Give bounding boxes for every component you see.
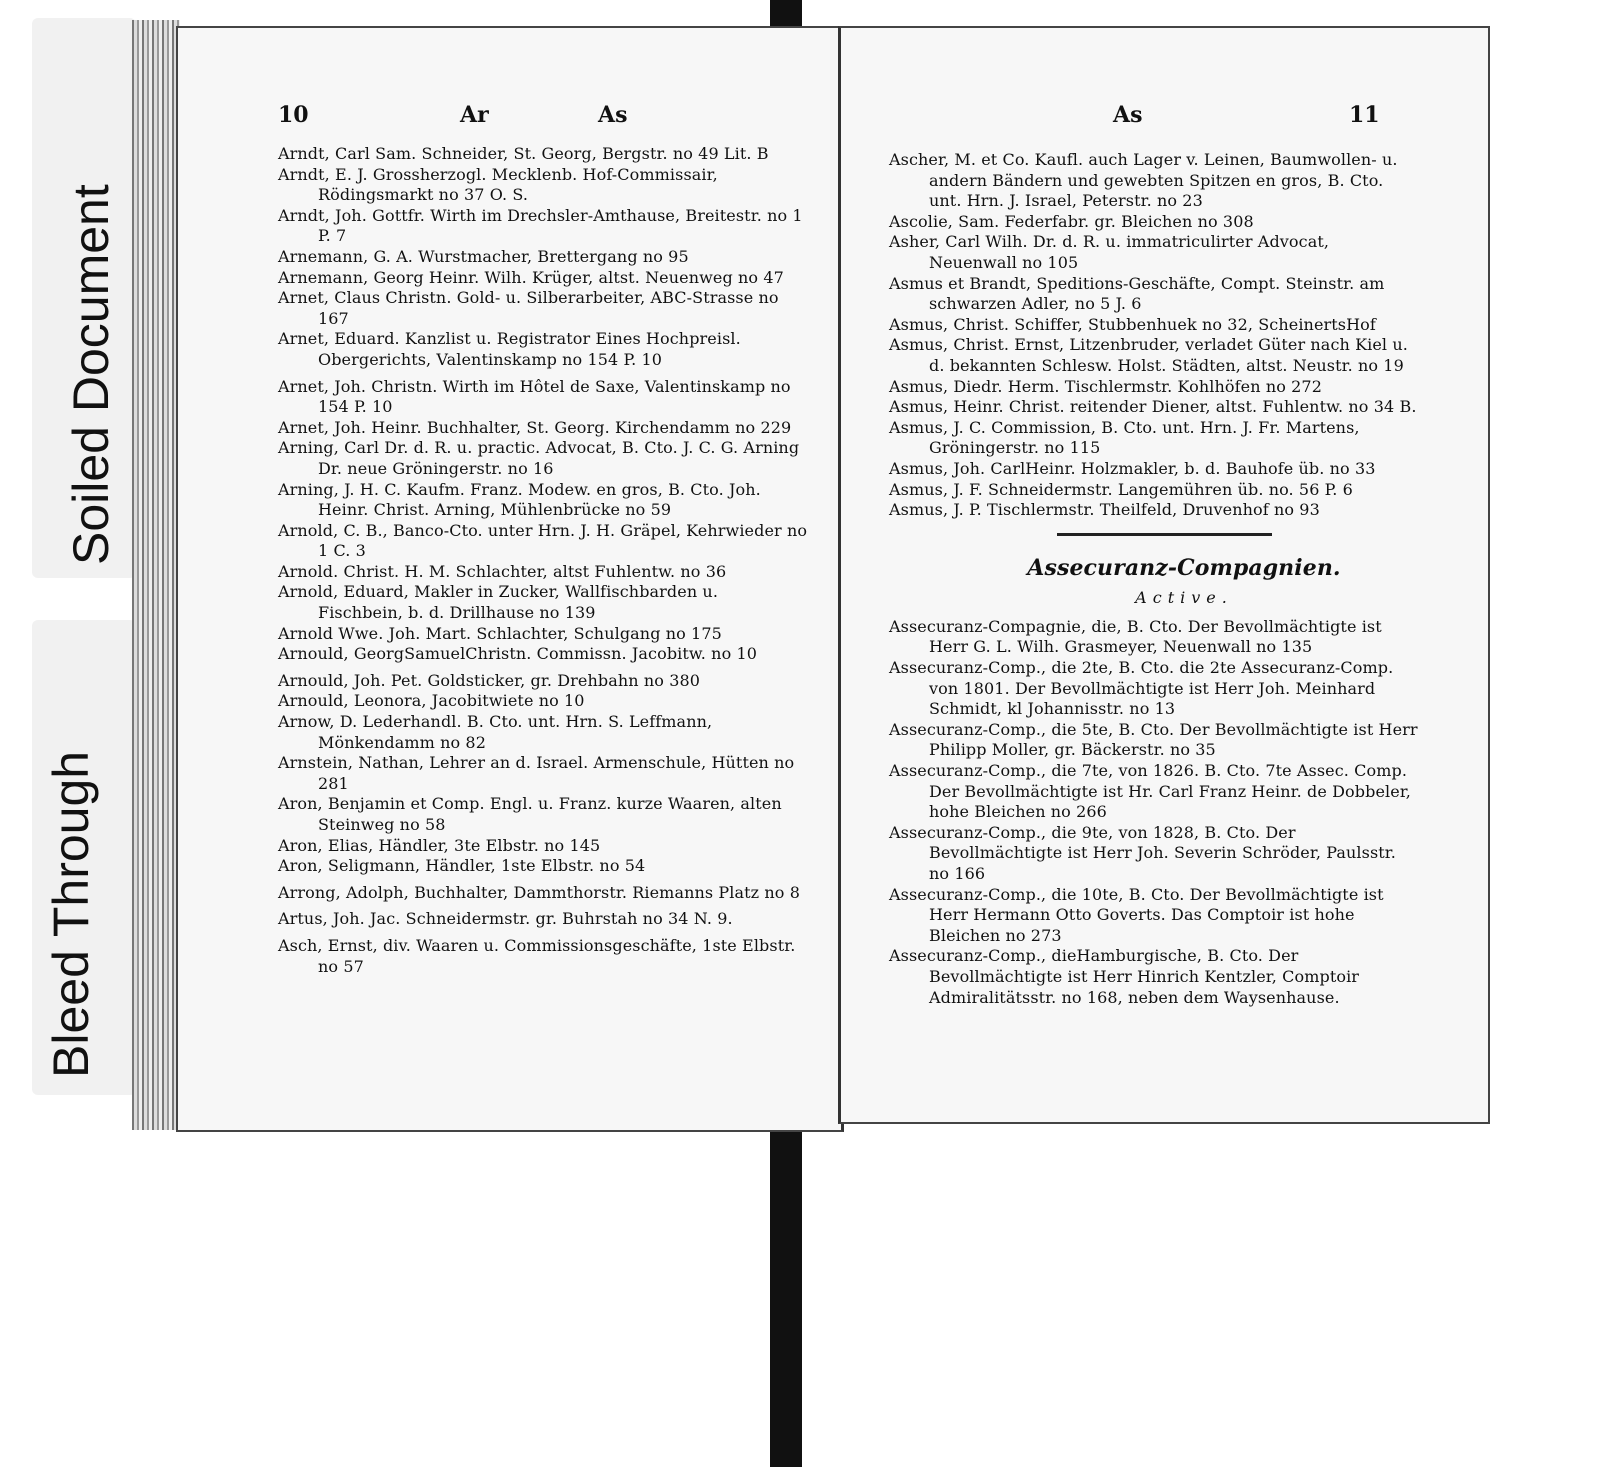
directory-entry: Asmus et Brandt, Speditions-Geschäfte, Compt. Steinstr. am schwarzen Adler, no 5 J. 6 [889, 273, 1385, 314]
running-head: Ar [460, 102, 489, 128]
directory-entry: Arnould, Joh. Pet. Goldsticker, gr. Drehbahn no 380 [278, 670, 701, 690]
directory-entry: Arning, J. H. C. Kaufm. Franz. Modew. en gros, B. Cto. Joh. Heinr. Christ. Arning, Mühlenbrücke no 59 [278, 479, 761, 520]
left-page-header [178, 102, 841, 142]
insurance-entry: Assecuranz-Comp., die 9te, von 1828, B. Cto. Der Bevollmächtigte ist Herr Joh. Severin Schröder, Paulsstr. no 166 [889, 822, 1396, 883]
directory-entry: Asmus, J. F. Schneidermstr. Langemühren üb. no. 56 P. 6 [889, 479, 1353, 499]
directory-entry: Arnould, GeorgSamuelChristn. Commissn. Jacobitw. no 10 [278, 644, 758, 664]
directory-entry: Arndt, Carl Sam. Schneider, St. Georg, Bergstr. no 49 Lit. B [278, 144, 769, 163]
directory-entry: Arndt, Joh. Gottfr. Wirth im Drechsler-Amthause, Breitestr. no 1 P. 7 [278, 205, 803, 246]
directory-entry: Asmus, Joh. CarlHeinr. Holzmakler, b. d. Bauhofe üb. no 33 [889, 458, 1376, 478]
page-edges [132, 20, 180, 1130]
bleed-through-label: Bleed Through [43, 750, 99, 1078]
running-head: As [1113, 102, 1143, 128]
section-subtitle: Active. [1135, 588, 1233, 608]
directory-entry: Arnold, Eduard, Makler in Zucker, Wallfischbarden u. Fischbein, b. d. Drillhause no 139 [278, 582, 719, 623]
section-divider [1057, 533, 1272, 536]
directory-entry: Arrong, Adolph, Buchhalter, Dammthorstr. Riemanns Platz no 8 [278, 882, 800, 902]
section-title: Assecuranz-Compagnien. [1027, 554, 1341, 581]
directory-entry: Arndt, E. J. Grossherzogl. Mecklenb. Hof-Commissair, Rödingsmarkt no 37 O. S. [278, 164, 718, 205]
directory-entry: Asmus, Christ. Ernst, Litzenbruder, verladet Güter nach Kiel u. d. bekannten Schlesw. Holst. Städten, altst. Neustr. no 19 [889, 335, 1408, 375]
directory-entry: Arnould, Leonora, Jacobitwiete no 10 [278, 691, 585, 711]
directory-entry: Arnet, Joh. Christn. Wirth im Hôtel de Saxe, Valentinskamp no 154 P. 10 [278, 376, 791, 417]
left-page [176, 26, 844, 1132]
directory-entry: Arnstein, Nathan, Lehrer an d. Israel. Armenschule, Hütten no 281 [278, 753, 795, 793]
directory-entry: Asmus, Heinr. Christ. reitender Diener, altst. Fuhlentw. no 34 B. [889, 397, 1417, 417]
running-head: As [598, 102, 628, 128]
directory-entry: Arnold. Christ. H. M. Schlachter, altst Fuhlentw. no 36 [278, 561, 727, 581]
directory-entry: Arnemann, G. A. Wurstmacher, Brettergang no 95 [278, 246, 689, 266]
insurance-entry: Assecuranz-Comp., die 10te, B. Cto. Der Bevollmächtigte ist Herr Hermann Otto Goverts. Das Comptoir ist hohe Bleichen no 273 [889, 884, 1384, 945]
directory-entry: Asmus, J. C. Commission, B. Cto. unt. Hrn. J. Fr. Martens, Gröningerstr. no 115 [889, 417, 1360, 458]
directory-entry: Asher, Carl Wilh. Dr. d. R. u. immatriculirter Advocat, Neuenwall no 105 [889, 232, 1330, 272]
directory-entry: Arnemann, Georg Heinr. Wilh. Krüger, altst. Neuenweg no 47 [278, 267, 784, 287]
insurance-entry: Assecuranz-Comp., die 5te, B. Cto. Der Bevollmächtigte ist Herr Philipp Moller, gr. Bäckerstr. no 35 [889, 719, 1418, 760]
directory-entry: Ascher, M. et Co. Kaufl. auch Lager v. Leinen, Baumwollen- u. andern Bändern und gewebten Spitzen en gros, B. Cto. unt. Hrn. J. Israel, Peterstr. no 23 [889, 150, 1398, 211]
directory-entry: Aron, Seligmann, Händler, 1ste Elbstr. no 54 [278, 856, 646, 876]
directory-entry: Arnet, Claus Christn. Gold- u. Silberarbeiter, ABC-Strasse no 167 [278, 288, 779, 328]
directory-entry: Asch, Ernst, div. Waaren u. Commissionsgeschäfte, 1ste Elbstr. no 57 [278, 935, 796, 976]
directory-entry: Aron, Benjamin et Comp. Engl. u. Franz. kurze Waaren, alten Steinweg no 58 [278, 794, 782, 834]
directory-entry: Ascolie, Sam. Federfabr. gr. Bleichen no 308 [889, 211, 1254, 231]
right-page-header [841, 102, 1488, 142]
directory-entry: Arnet, Joh. Heinr. Buchhalter, St. Georg. Kirchendamm no 229 [278, 417, 792, 437]
insurance-entry: Assecuranz-Comp., die 2te, B. Cto. die 2te Assecuranz-Comp. von 1801. Der Bevollmächtigte ist Herr Joh. Meinhard Schmidt, kl Johannisstr. no 13 [889, 658, 1394, 719]
right-page [838, 26, 1490, 1124]
page-number: 11 [1349, 102, 1380, 128]
insurance-entry: Assecuranz-Comp., dieHamburgische, B. Cto. Der Bevollmächtigte ist Herr Hinrich Kentzler, Comptoir Admiralitätsstr. no 168, neben dem Waysenhause. [889, 946, 1360, 1007]
soiled-document-label: Soiled Document [63, 184, 119, 565]
insurance-entry: Assecuranz-Comp., die 7te, von 1826. B. Cto. 7te Assec. Comp. Der Bevollmächtigte ist Hr. Carl Franz Heinr. de Dobbeler, hohe Bleichen no 266 [889, 761, 1411, 822]
directory-entry: Artus, Joh. Jac. Schneidermstr. gr. Buhrstah no 34 N. 9. [278, 909, 733, 929]
page-number: 10 [278, 102, 309, 128]
directory-entry: Asmus, J. P. Tischlermstr. Theilfeld, Druvenhof no 93 [889, 500, 1320, 520]
directory-entry: Asmus, Diedr. Herm. Tischlermstr. Kohlhöfen no 272 [889, 376, 1322, 396]
directory-entries-left [278, 144, 808, 977]
directory-entries-right [889, 150, 1419, 1008]
directory-entry: Arning, Carl Dr. d. R. u. practic. Advocat, B. Cto. J. C. G. Arning Dr. neue Gröningerstr. no 16 [278, 438, 800, 478]
directory-entry: Aron, Elias, Händler, 3te Elbstr. no 145 [278, 835, 601, 855]
binding-strip-bottom [770, 1128, 802, 1467]
open-book [132, 20, 1490, 1138]
directory-entry: Arnow, D. Lederhandl. B. Cto. unt. Hrn. S. Leffmann, Mönkendamm no 82 [278, 712, 713, 752]
directory-entry: Asmus, Christ. Schiffer, Stubbenhuek no 32, ScheinertsHof [889, 314, 1376, 334]
directory-entry: Arnold, C. B., Banco-Cto. unter Hrn. J. H. Gräpel, Kehrwieder no 1 C. 3 [278, 520, 808, 561]
directory-entry: Arnold Wwe. Joh. Mart. Schlachter, Schulgang no 175 [278, 623, 722, 643]
insurance-entry: Assecuranz-Compagnie, die, B. Cto. Der Bevollmächtigte ist Herr G. L. Wilh. Grasmeyer, Neuenwall no 135 [889, 616, 1382, 657]
directory-entry: Arnet, Eduard. Kanzlist u. Registrator Eines Hochpreisl. Obergerichts, Valentinskamp no 154 P. 10 [278, 329, 741, 369]
